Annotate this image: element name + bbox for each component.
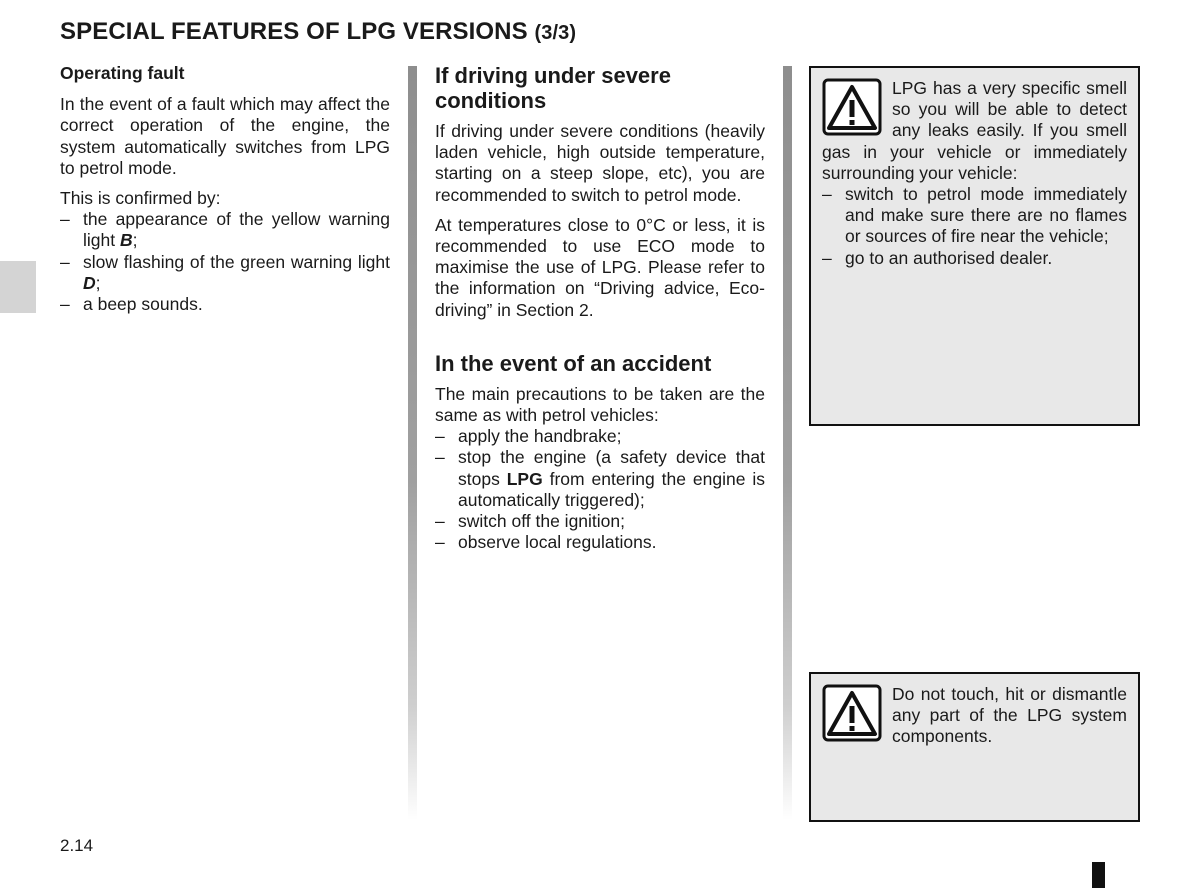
middle-column	[435, 63, 765, 553]
list-item	[435, 426, 765, 447]
list-item-text-end: from entering the engine is automatically triggered);	[458, 468, 765, 510]
warning-light-letter: B	[119, 230, 133, 251]
warning-do-not-touch-text: Do not touch, hit or dismantle any part of the LPG system components.	[892, 684, 1127, 747]
list-item-text: stop the engine (a safety device that stops	[458, 447, 765, 489]
left-column	[60, 63, 390, 315]
warning-gas-smell-text: LPG has a very specific smell so you will be able to detect any leaks easily. If you smell gas in your vehicle or immediately surrounding your vehicle:	[822, 78, 1127, 183]
warning-box-content	[811, 68, 1138, 269]
page-number: 2.14	[60, 836, 94, 855]
warning-triangle-icon	[822, 684, 882, 742]
list-item	[435, 447, 765, 511]
warning-light-letter: D	[83, 272, 96, 293]
operating-fault-heading: Operating fault	[60, 63, 185, 83]
page-title-suffix: (3/3)	[534, 22, 577, 44]
operating-fault-paragraph: In the event of a fault which may affect the correct operation of the engine, the system automatically switches from LPG to petrol mode.	[60, 94, 390, 178]
list-item	[60, 252, 390, 294]
severe-conditions-paragraph: If driving under severe conditions (heavily laden vehicle, high outside temperature, starting on a steep slope, etc), you are recommended to switch to petrol mode.	[435, 121, 765, 205]
list-item	[435, 532, 765, 553]
column-divider	[408, 66, 417, 820]
warning-gas-actions-list	[822, 184, 1127, 269]
confirmed-by-paragraph: This is confirmed by:	[60, 188, 221, 209]
list-item-text: slow flashing of the green warning light	[83, 251, 390, 272]
page-title-text: SPECIAL FEATURES OF LPG VERSIONS	[60, 18, 528, 45]
section-thumb-tab	[0, 261, 36, 313]
warning-triangle-icon	[822, 78, 882, 136]
list-item-text: switch off the ignition;	[458, 511, 625, 532]
confirmation-list	[60, 209, 390, 315]
warning-box-gas-smell	[809, 66, 1140, 426]
accident-paragraph: The main precautions to be taken are the same as with petrol vehicles:	[435, 383, 765, 426]
severe-conditions-heading: If driving under severe conditions	[435, 63, 671, 113]
list-item-punct: ;	[95, 272, 101, 293]
list-item-text: the appearance of the yellow warning light	[83, 209, 390, 251]
page-title	[60, 18, 576, 46]
list-item: – go to an authorised dealer.	[822, 248, 1127, 269]
warning-box-content	[811, 674, 1138, 748]
list-item	[60, 209, 390, 251]
page-edge-marker	[1092, 862, 1105, 888]
list-item-text: apply the handbrake;	[458, 426, 622, 447]
list-item-text: a beep sounds.	[83, 294, 203, 315]
list-item: – switch to petrol mode immediately and make sure there are no flames or sources of fire near the vehicle;	[822, 184, 1127, 248]
eco-mode-paragraph: At temperatures close to 0°C or less, it is recommended to use ECO mode to maximise the use of LPG. Please refer to the information on “Driving advice, Eco-driving” in Section 2.	[435, 214, 765, 320]
list-item	[60, 294, 390, 315]
list-item-punct: ;	[132, 230, 138, 251]
accident-heading: In the event of an accident	[435, 350, 712, 376]
list-item-text: observe local regulations.	[458, 532, 657, 553]
warning-box-do-not-touch	[809, 672, 1140, 822]
list-item	[435, 511, 765, 532]
accident-list	[435, 426, 765, 553]
column-divider	[783, 66, 792, 820]
lpg-term: LPG	[506, 468, 543, 489]
